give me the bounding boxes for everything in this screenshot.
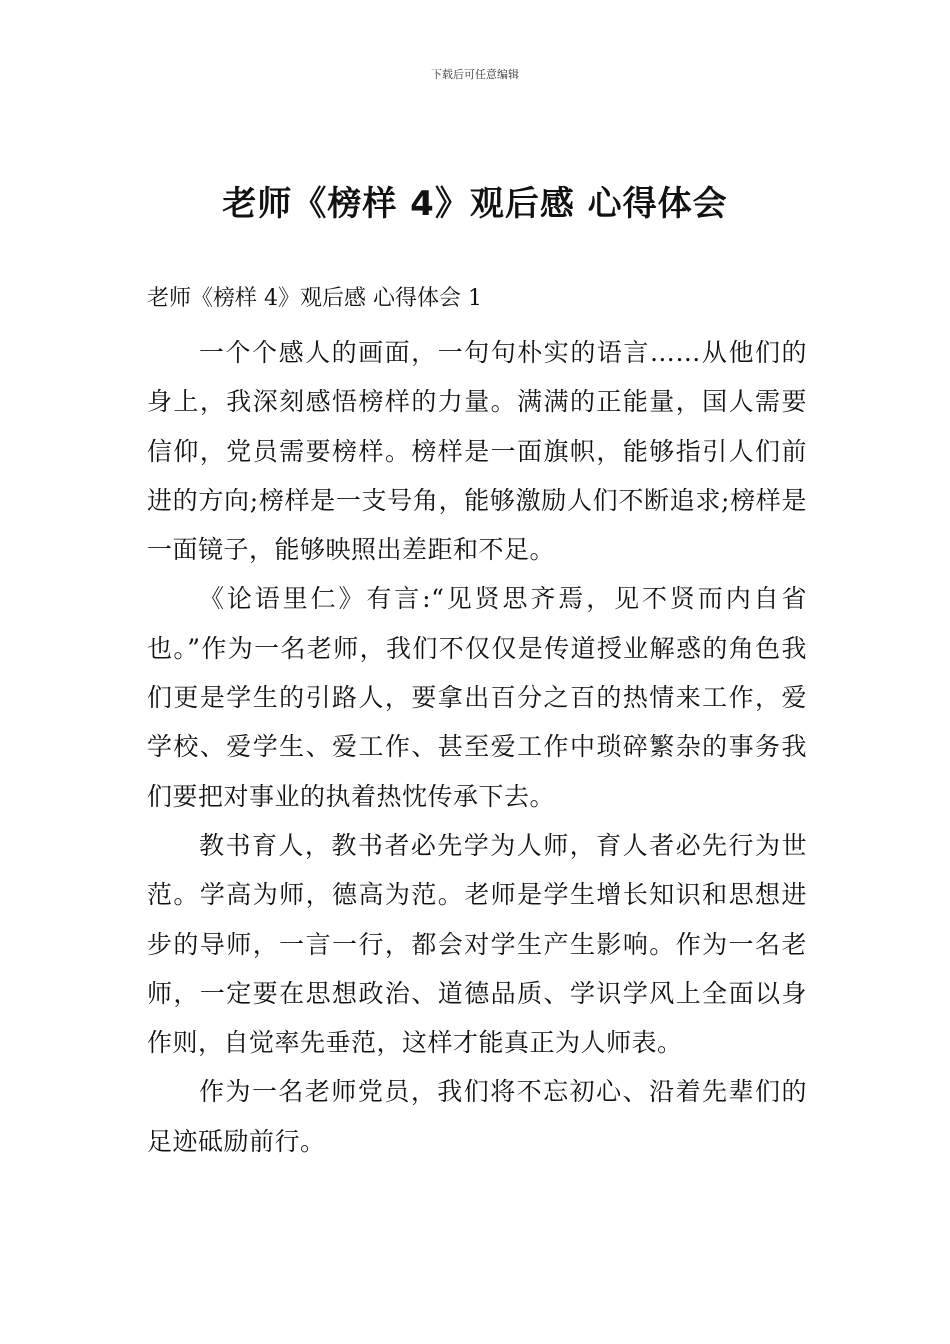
paragraph-1: 一个个感人的画面，一句句朴实的语言……从他们的身上，我深刻感悟榜样的力量。满满的正能量，国人需要信仰，党员需要榜样。榜样是一面旗帜，能够指引人们前进的方向;榜样是一支号角，能够激励人们不断追求;榜样是一面镜子，能够映照出差距和不足。 bbox=[147, 338, 807, 565]
paragraph-2: 《论语里仁》有言:“见贤思齐焉，见不贤而内自省也。”作为一名老师，我们不仅仅是传道授业解惑的角色我们更是学生的引路人，要拿出百分之百的热情来工作，爱学校、爱学生、爱工作、甚至爱工作中琐碎繁杂的事务我们要把对事业的执着热忱传承下去。 bbox=[147, 584, 807, 811]
body-text bbox=[147, 328, 807, 1166]
header-note: 下载后可任意编辑 bbox=[431, 68, 519, 81]
document-title: 老师《榜样 4》观后感 心得体会 bbox=[222, 184, 728, 224]
paragraph-3: 教书育人，教书者必先学为人师，育人者必先行为世范。学高为师，德高为范。老师是学生增长知识和思想进步的导师，一言一行，都会对学生产生影响。作为一名老师，一定要在思想政治、道德品质、学识学风上全面以身作则，自觉率先垂范，这样才能真正为人师表。 bbox=[147, 830, 807, 1058]
paragraph-4: 作为一名老师党员，我们将不忘初心、沿着先辈们的足迹砥励前行。 bbox=[147, 1077, 807, 1156]
section-heading: 老师《榜样 4》观后感 心得体会 1 bbox=[147, 286, 482, 311]
